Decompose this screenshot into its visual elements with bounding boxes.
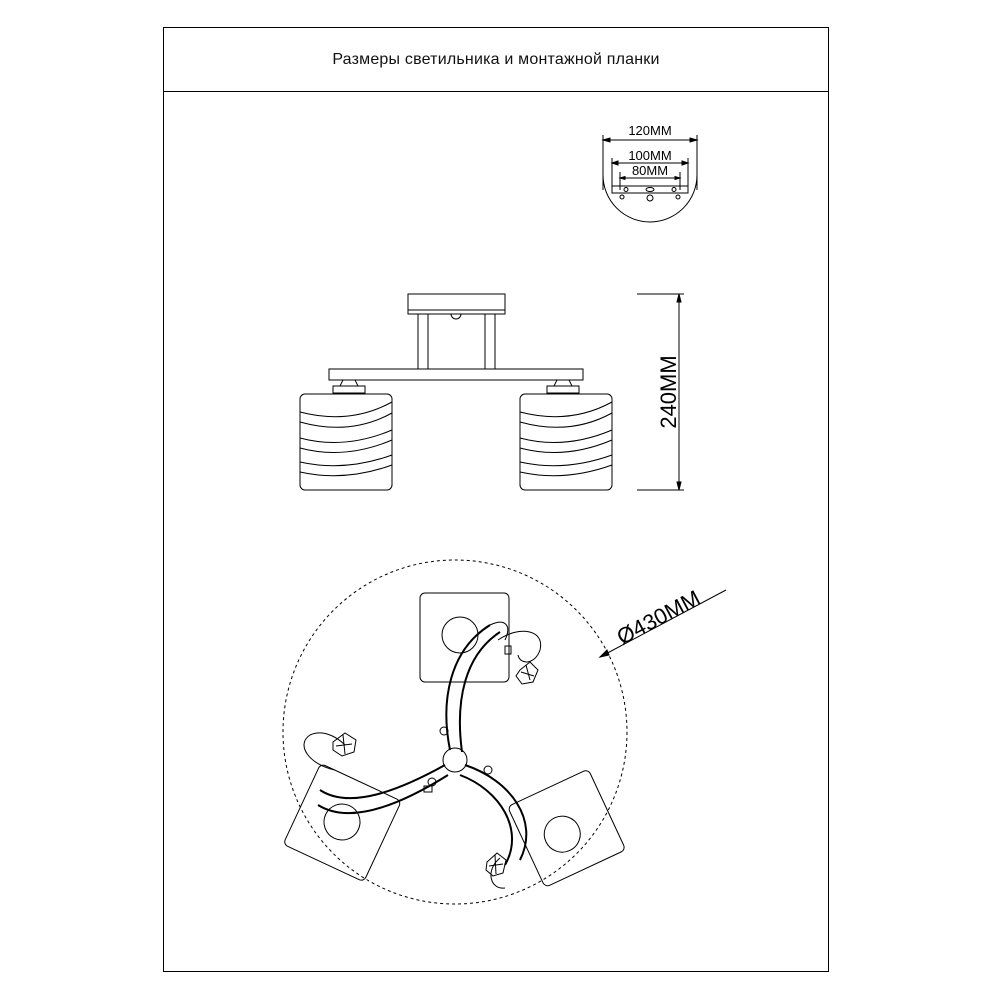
arm-bottom-right — [465, 765, 526, 860]
support-rod — [485, 314, 495, 369]
shade-left — [300, 380, 392, 490]
shade-pattern — [300, 430, 392, 443]
arm-joint — [484, 766, 492, 774]
shade-top — [420, 593, 509, 682]
shade-bottom-left — [283, 764, 401, 882]
lamp-holder — [340, 380, 358, 386]
shade-pattern — [300, 455, 392, 466]
shade-pattern — [520, 402, 612, 417]
canopy-screw — [451, 314, 461, 319]
arm-top — [446, 625, 490, 750]
arrow-120-left — [603, 138, 610, 142]
fixture-side-view — [300, 294, 684, 490]
label-80mm: 80MM — [631, 163, 669, 178]
shade-clip — [505, 646, 511, 654]
decorative-vine — [498, 631, 541, 662]
diameter-circle — [283, 560, 627, 904]
arrow-100-right — [682, 161, 688, 165]
decorative-vine — [304, 733, 345, 770]
plate-screw — [620, 195, 624, 199]
plate-screw — [676, 195, 680, 199]
arrow-80-right — [675, 177, 680, 180]
center-hub — [443, 748, 467, 772]
arm-bottom-left — [320, 765, 445, 798]
shade-right — [520, 380, 612, 490]
arrow-80-left — [620, 177, 625, 180]
shade-pattern — [300, 402, 392, 417]
shade-pattern — [520, 455, 612, 466]
label-100mm: 100MM — [628, 148, 672, 163]
bulb-outline — [442, 617, 478, 653]
arrow-240-top — [677, 294, 681, 302]
shade-pattern — [520, 465, 612, 476]
arrow-120-right — [690, 138, 697, 142]
plate-hole — [624, 188, 628, 192]
shade-pattern — [520, 430, 612, 443]
label-120mm: 120MM — [628, 123, 672, 138]
support-rod — [418, 314, 428, 369]
label-240mm: 240MM — [656, 355, 681, 429]
shade-pattern — [300, 465, 392, 476]
arm-top — [460, 632, 500, 752]
glass-shade — [283, 764, 401, 882]
lamp-holder — [554, 380, 572, 386]
bulb-outline — [318, 798, 366, 846]
leaf-ornament — [516, 662, 538, 684]
plate-screw — [647, 195, 653, 201]
plate-slot — [646, 188, 654, 192]
lamp-holder — [333, 386, 365, 393]
plate-hole — [672, 188, 676, 192]
lamp-holder — [547, 386, 579, 393]
label-430mm: Ø430MM — [612, 585, 705, 650]
glass-shade — [420, 593, 509, 682]
arrow-240-bottom — [677, 482, 681, 490]
arrow-100-left — [612, 161, 618, 165]
ceiling-canopy — [408, 294, 505, 314]
detail-circle — [603, 175, 697, 222]
diameter-arrow — [600, 650, 609, 657]
bulb-outline — [538, 810, 586, 858]
cross-bar — [329, 369, 583, 380]
page-title: Размеры светильника и монтажной планки — [332, 50, 660, 68]
